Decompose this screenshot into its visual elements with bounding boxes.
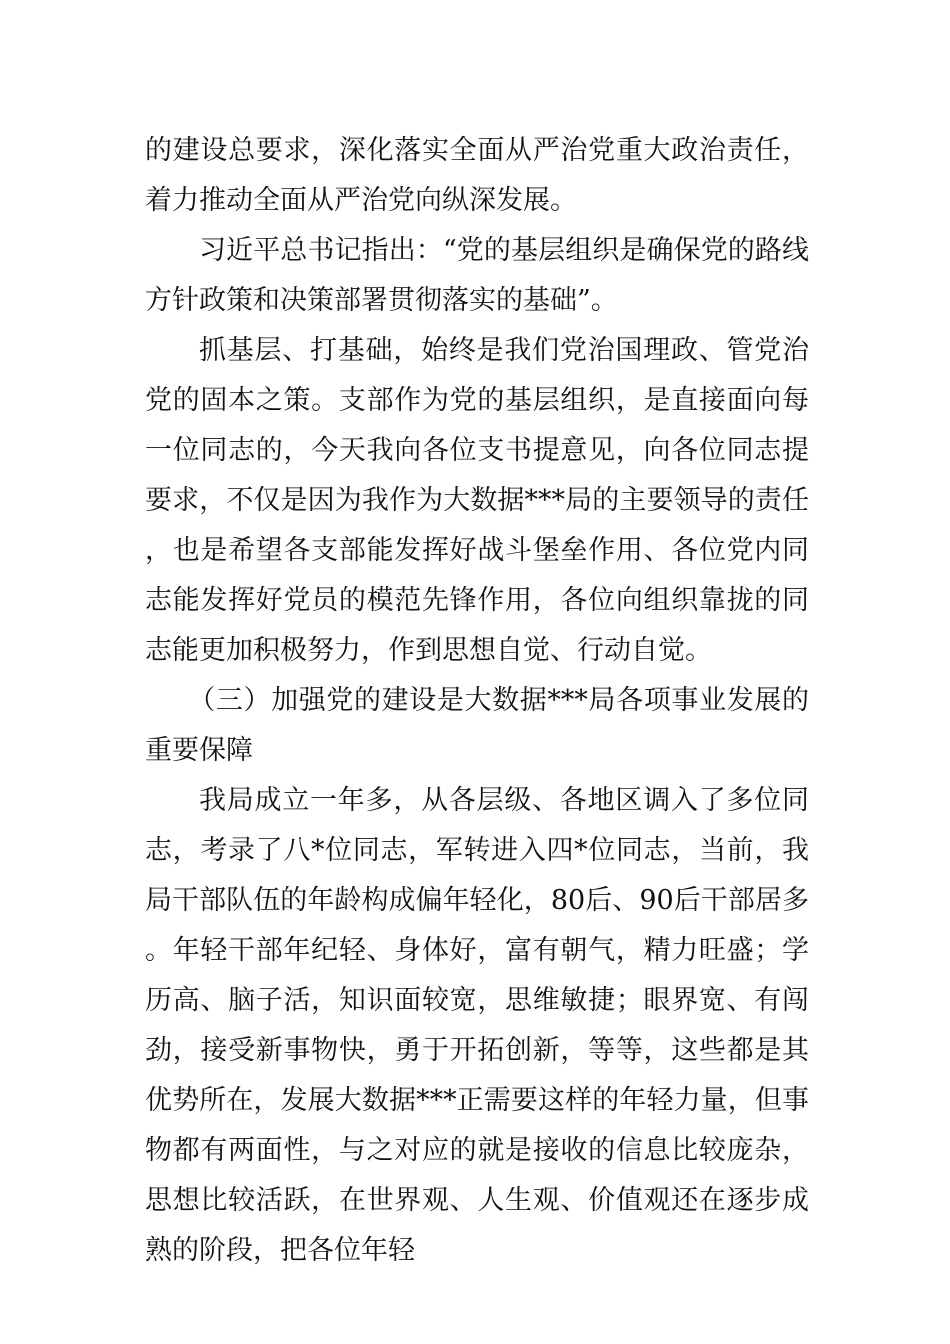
paragraph-grassroots: 抓基层、打基础，始终是我们党治国理政、管党治党的固本之策。支部作为党的基层组织，是直接面向每一位同志的，今天我向各位支书提意见，向各位同志提要求，不仅是因为我作为大数据***局的主要领导的责任，也是希望各支部能发挥好战斗堡垒作用、各位党内同志能发挥好党员的模范先锋作用，各位向组织靠拢的同志能更加积极努力，作到思想自觉、行动自觉。 xyxy=(145,335,809,666)
document-body xyxy=(145,126,809,1276)
paragraph-quote: 习近平总书记指出：“党的基层组织是确保党的路线方针政策和决策部署贯彻落实的基础”。 xyxy=(145,235,809,316)
section-heading: （三）加强党的建设是大数据***局各项事业发展的重要保障 xyxy=(145,685,809,766)
paragraph-cadre-team: 我局成立一年多，从各层级、各地区调入了多位同志，考录了八*位同志，军转进入四*位同志，当前，我局干部队伍的年龄构成偏年轻化，80后、90后干部居多。年轻干部年纪轻、身体好，富有朝气，精力旺盛；学历高、脑子活，知识面较宽，思维敏捷；眼界宽、有闯劲，接受新事物快，勇于开拓创新，等等，这些都是其优势所在，发展大数据***正需要这样的年轻力量，但事物都有两面性，与之对应的就是接收的信息比较庞杂，思想比较活跃，在世界观、人生观、价值观还在逐步成熟的阶段，把各位年轻 xyxy=(145,785,809,1266)
paragraph-continuation: 的建设总要求，深化落实全面从严治党重大政治责任，着力推动全面从严治党向纵深发展。 xyxy=(145,135,809,216)
